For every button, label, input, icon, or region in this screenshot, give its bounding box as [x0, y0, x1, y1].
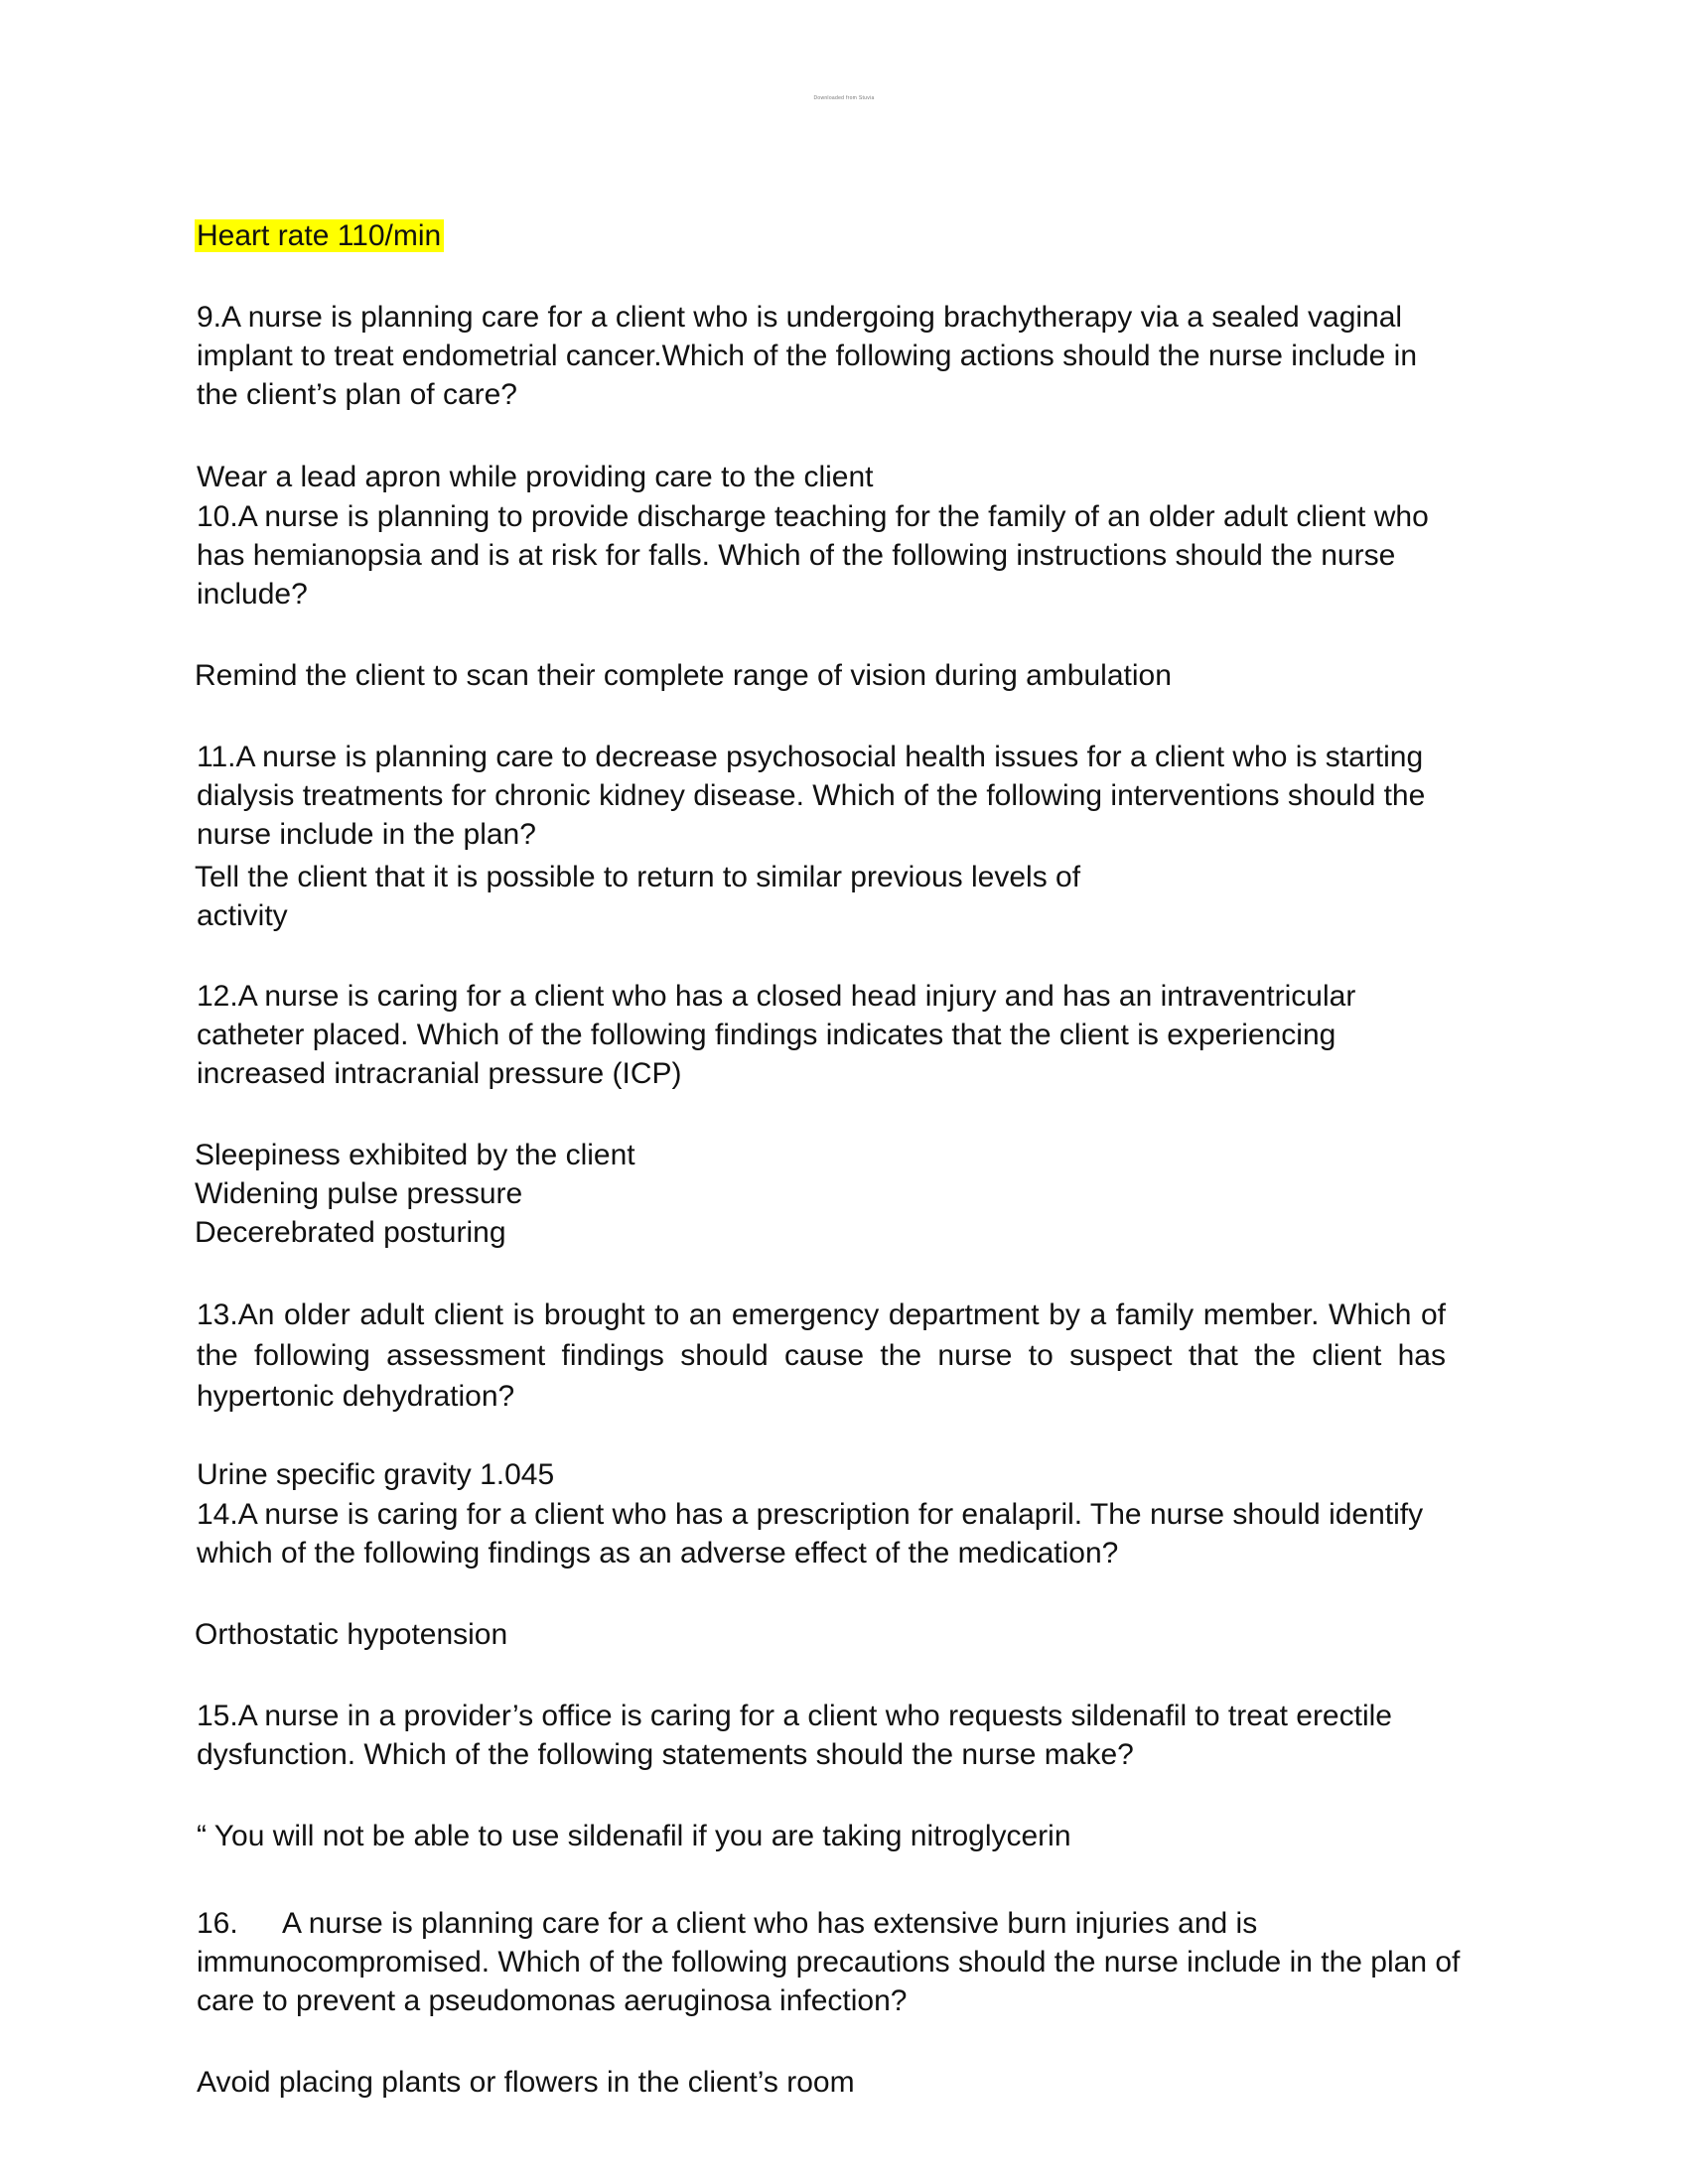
q16-number: 16. [197, 1907, 238, 1940]
q12-line-1: 12.A nurse is caring for a client who has a closed head injury and has an intraventricular [197, 980, 1356, 1013]
q10-line-1: 10.A nurse is planning to provide discharge teaching for the family of an older adult client who [197, 500, 1429, 533]
q10-line-2: has hemianopsia and is at risk for falls. Which of the following instructions should the nurse [197, 539, 1396, 572]
q14-line-1: 14.A nurse is caring for a client who has a prescription for enalapril. The nurse should identify [197, 1498, 1424, 1531]
q11-line-3: nurse include in the plan? [197, 818, 536, 851]
q9-answer: Wear a lead apron while providing care to the client [197, 461, 874, 493]
q9-line-1: 9.A nurse is planning care for a client who is undergoing brachytherapy via a sealed vaginal [197, 301, 1403, 334]
q12-line-2: catheter placed. Which of the following findings indicates that the client is experiencing [197, 1019, 1336, 1051]
q9-line-3: the client’s plan of care? [197, 378, 517, 411]
q14-answer: Orthostatic hypotension [195, 1618, 508, 1651]
q16-line-3: care to prevent a pseudomonas aeruginosa infection? [197, 1984, 908, 2017]
q15-line-2: dysfunction. Which of the following statements should the nurse make? [197, 1738, 1134, 1771]
q11-line-1: 11.A nurse is planning care to decrease psychosocial health issues for a client who is starting [197, 741, 1424, 773]
q10-line-3: include? [197, 578, 308, 611]
q11-answer-line-1: Tell the client that it is possible to return to similar previous levels of [195, 861, 1081, 893]
q11-answer-line-2: activity [197, 899, 288, 932]
q9-line-2: implant to treat endometrial cancer.Which of the following actions should the nurse include in [197, 340, 1418, 372]
q12-answer-3: Decerebrated posturing [195, 1216, 506, 1249]
q13-answer: Urine specific gravity 1.045 [197, 1458, 555, 1491]
q12-answer-2: Widening pulse pressure [195, 1177, 523, 1210]
q16-answer: Avoid placing plants or flowers in the client’s room [197, 2066, 855, 2099]
highlighted-vital-sign [195, 216, 444, 255]
q13-question: 13.An older adult client is brought to an emergency department by a family member. Which of the following assessment findings should cause the nurse to suspect that the client has hypertonic dehydration? [197, 1298, 1446, 1413]
q12-answer-1: Sleepiness exhibited by the client [195, 1139, 635, 1171]
q15-answer: “ You will not be able to use sildenafil if you are taking nitroglycerin [197, 1820, 1071, 1852]
highlight-text: Heart rate 110/min [195, 219, 444, 252]
q11-line-2: dialysis treatments for chronic kidney disease. Which of the following interventions should the [197, 779, 1426, 812]
q16-line-2: immunocompromised. Which of the following precautions should the nurse include in the plan of [197, 1946, 1461, 1979]
q10-answer: Remind the client to scan their complete range of vision during ambulation [195, 659, 1172, 692]
q14-line-2: which of the following findings as an adverse effect of the medication? [197, 1537, 1119, 1570]
q12-line-3: increased intracranial pressure (ICP) [197, 1057, 682, 1090]
q16-line-1: A nurse is planning care for a client who has extensive burn injuries and is [282, 1907, 1258, 1940]
q15-line-1: 15.A nurse in a provider’s office is caring for a client who requests sildenafil to treat erectile [197, 1700, 1392, 1732]
header-watermark: Downloaded from Stuvia [813, 95, 875, 101]
